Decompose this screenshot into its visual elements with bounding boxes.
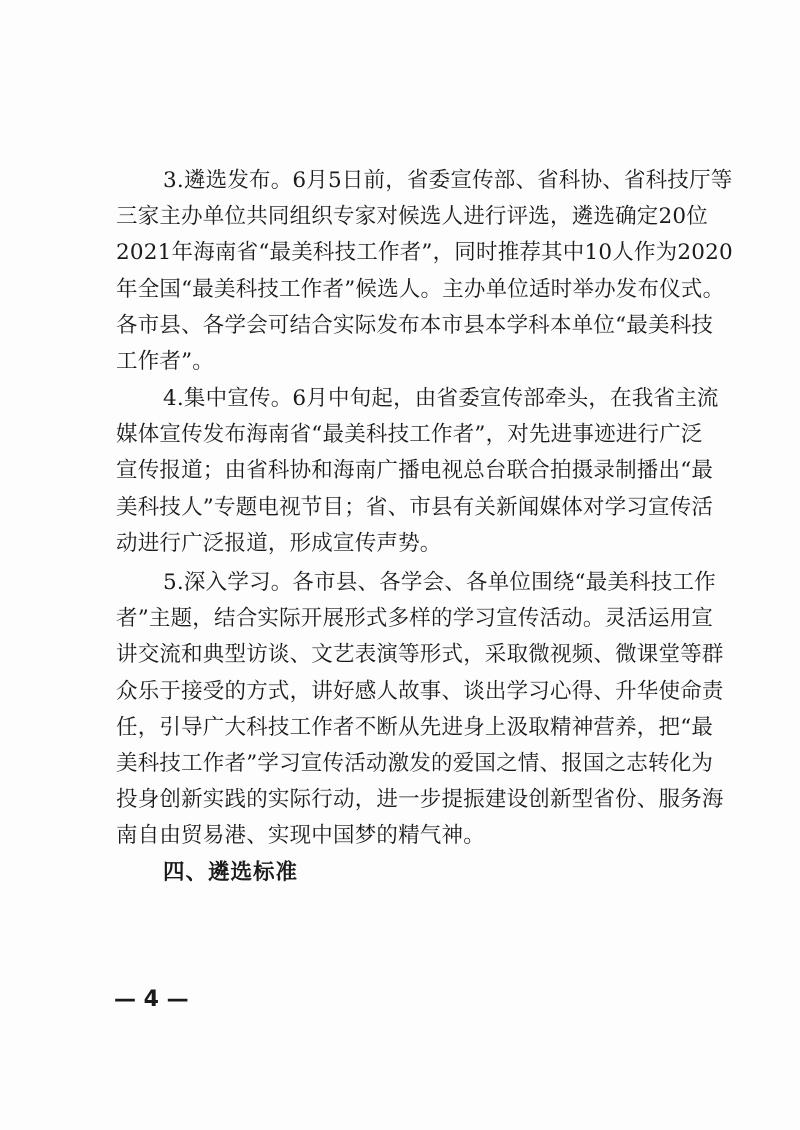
paragraph-centralized-publicity — [116, 381, 719, 562]
text-line: 任，引导广大科技工作者不断从先进身上汲取精神营养，把“最 — [116, 714, 714, 740]
text-line: 媒体宣传发布海南省“最美科技工作者”，对先进事迹进行广泛 — [116, 422, 703, 448]
text-line: 众乐于接受的方式，讲好感人故事、谈出学习心得、升华使命责 — [116, 678, 724, 704]
text-line: 美科技工作者”学习宣传活动激发的爱国之情、报国之志转化为 — [116, 750, 714, 776]
text-line: 4.集中宣传。6月中旬起，由省委宣传部牵头，在我省主流 — [163, 386, 719, 411]
text-line: 者”主题，结合实际开展形式多样的学习宣传活动。灵活运用宣 — [116, 606, 714, 632]
text-line: 动进行广泛报道，形成宣传声势。 — [116, 530, 442, 556]
text-line: 工作者”。 — [116, 348, 214, 374]
text-line: 讲交流和典型访谈、文艺表演等形式，采取微视频、微课堂等群 — [116, 642, 724, 668]
paragraph-in-depth-study — [116, 565, 724, 855]
text-line: 年全国“最美科技工作者”候选人。主办单位适时举办发布仪式。 — [116, 276, 725, 302]
text-line: 宣传报道；由省科协和海南广播电视总台联合拍摄录制播出“最 — [116, 458, 714, 484]
text-line: 3.遴选发布。6月5日前，省委宣传部、省科协、省科技厅等 — [163, 168, 733, 193]
text-line: 5.深入学习。各市县、各学会、各单位围绕“最美科技工作 — [163, 570, 716, 595]
section-heading: 四、遴选标准 — [163, 860, 299, 885]
text-line: 三家主办单位共同组织专家对候选人进行评选，遴选确定20位 — [116, 204, 708, 230]
paragraph-selection-release — [116, 163, 733, 380]
text-line: 投身创新实践的实际行动，进一步提振建设创新型省份、服务海 — [116, 787, 724, 813]
text-line: 美科技人”专题电视节目；省、市县有关新闻媒体对学习宣传活 — [116, 494, 714, 520]
text-line: 南自由贸易港、实现中国梦的精气神。 — [116, 823, 485, 849]
text-line: 2021年海南省“最美科技工作者”，同时推荐其中10人作为2020 — [116, 240, 733, 266]
text-line: 各市县、各学会可结合实际发布本市县本学科本单位“最美科技 — [116, 312, 714, 338]
page-number: — 4 — — [114, 987, 189, 1012]
